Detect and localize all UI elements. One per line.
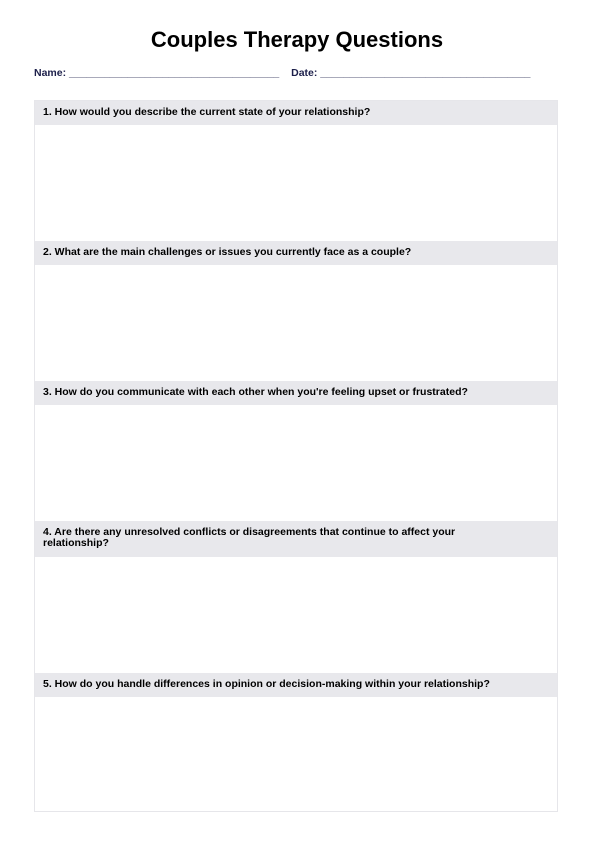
- date-label: Date:: [291, 67, 318, 79]
- question-1-header: 1. How would you describe the current state of your relationship?: [35, 101, 557, 125]
- question-1-answer-area[interactable]: [35, 125, 557, 241]
- question-3-answer-area[interactable]: [35, 405, 557, 521]
- question-4-answer-area[interactable]: [35, 557, 557, 673]
- question-3-header: 3. How do you communicate with each other when you're feeling upset or frustrated?: [35, 381, 557, 405]
- question-2-answer-area[interactable]: [35, 265, 557, 381]
- question-2-header: 2. What are the main challenges or issues you currently face as a couple?: [35, 241, 557, 265]
- name-label: Name:: [34, 67, 67, 79]
- date-field[interactable]: ____________________________________: [320, 67, 531, 79]
- question-5-header: 5. How do you handle differences in opinion or decision-making within your relationship?: [35, 673, 557, 697]
- question-4-header: 4. Are there any unresolved conflicts or disagreements that continue to affect your relationship?: [35, 521, 557, 557]
- question-5-answer-area[interactable]: [35, 697, 557, 811]
- name-field[interactable]: ____________________________________: [69, 67, 280, 79]
- name-date-row: [34, 66, 560, 80]
- questions-table: [34, 100, 558, 812]
- page-title: Couples Therapy Questions: [150, 27, 444, 52]
